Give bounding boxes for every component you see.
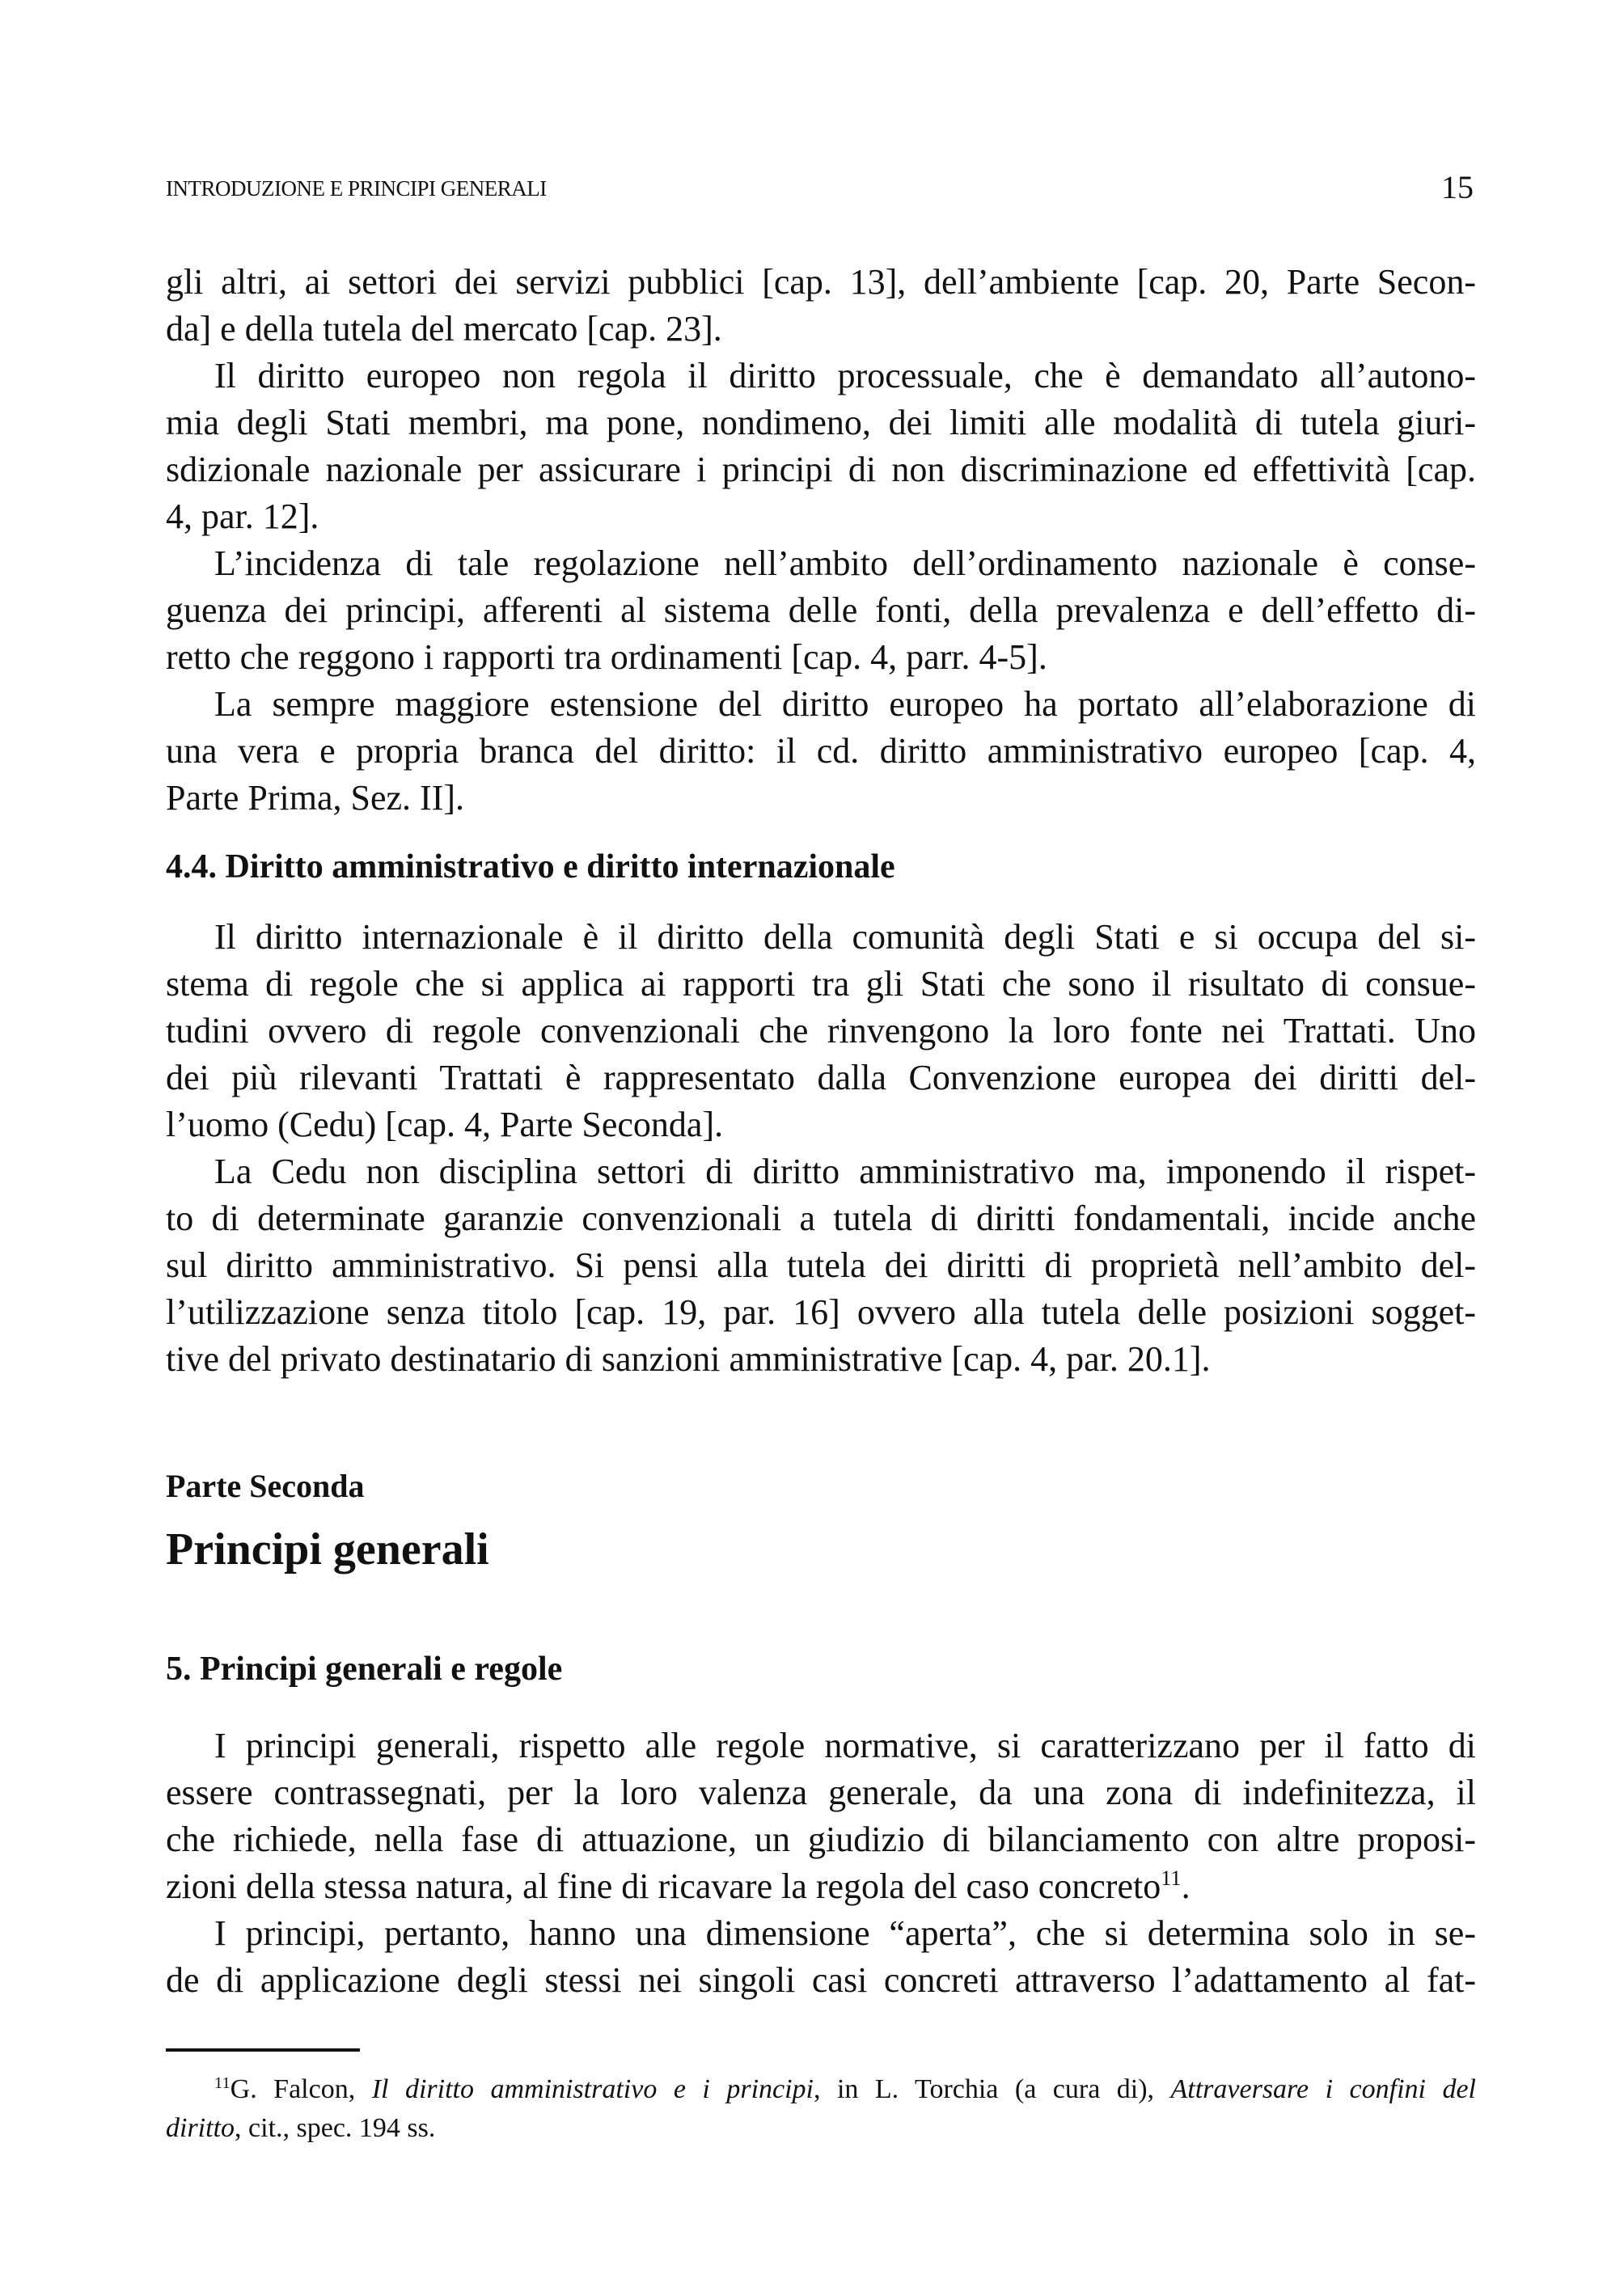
text-line: sdizionale nazionale per assicurare i principi di non discriminazione ed effettività [cap. <box>166 450 1476 489</box>
text-line: to di determinate garanzie convenzionali a tutela di diritti fondamentali, incide anche <box>166 1198 1476 1238</box>
text-line-end: . <box>1181 1866 1191 1906</box>
footnote-text: , in L. Torchia (a cura di), <box>814 2074 1171 2104</box>
text-line: da] e della tutela del mercato [cap. 23]. <box>166 309 722 349</box>
part-label: Parte Seconda <box>166 1468 365 1504</box>
text-line: tudini ovvero di regole convenzionali che rinvengono la loro fonte nei Trattati. Uno <box>166 1011 1476 1050</box>
text-line: La sempre maggiore estensione del diritto europeo ha portato all’elaborazione di <box>214 684 1476 724</box>
text-line: retto che reggono i rapporti tra ordinamenti [cap. 4, parr. 4-5]. <box>166 637 1047 677</box>
text-line: Il diritto europeo non regola il diritto processuale, che è demandato all’autono- <box>214 356 1476 395</box>
text-line: 4, par. 12]. <box>166 497 319 536</box>
text-line: gli altri, ai settori dei servizi pubblici [cap. 13], dell’ambiente [cap. 20, Parte Secon- <box>166 262 1476 302</box>
footnote-title: diritto <box>166 2113 235 2143</box>
text-line: La Cedu non disciplina settori di diritto amministrativo ma, imponendo il rispet- <box>214 1152 1476 1191</box>
text-line: guenza dei principi, afferenti al sistema delle fonti, della prevalenza e dell’effetto di- <box>166 590 1476 630</box>
footnote-number: 11 <box>214 2073 230 2092</box>
section-heading-5: 5. Principi generali e regole <box>166 1651 563 1688</box>
text-line <box>166 1863 1476 1910</box>
text-line: dei più rilevanti Trattati è rappresentato dalla Convenzione europea dei diritti del- <box>166 1058 1476 1097</box>
text-line: de di applicazione degli stessi nei singoli casi concreti attraverso l’adattamento al fat- <box>166 1960 1476 2000</box>
footnote-title: Il diritto amministrativo e i principi <box>371 2074 814 2104</box>
footnote-divider <box>166 2048 360 2052</box>
text-line: che richiede, nella fase di attuazione, un giudizio di bilanciamento con altre proposi- <box>166 1820 1476 1859</box>
text-line: essere contrassegnati, per la loro valenza generale, da una zona di indefinitezza, il <box>166 1773 1476 1812</box>
text-line: l’uomo (Cedu) [cap. 4, Parte Seconda]. <box>166 1105 724 1144</box>
footnote-line <box>166 2109 1476 2148</box>
footnote-reference[interactable]: 11 <box>1161 1866 1182 1891</box>
text-line: Parte Prima, Sez. II]. <box>166 778 464 818</box>
section-heading-4-4: 4.4. Diritto amministrativo e diritto internazionale <box>166 848 895 886</box>
page-number: 15 <box>1441 169 1474 205</box>
footnote-text: , cit., spec. 194 ss. <box>235 2113 436 2143</box>
text-line: L’incidenza di tale regolazione nell’ambito dell’ordinamento nazionale è conse- <box>214 543 1476 583</box>
text-line: I principi generali, rispetto alle regole normative, si caratterizzano per il fatto di <box>214 1726 1476 1765</box>
part-title: Principi generali <box>166 1524 489 1575</box>
text-line: l’utilizzazione senza titolo [cap. 19, par. 16] ovvero alla tutela delle posizioni sogget- <box>166 1292 1476 1332</box>
text-line: I principi, pertanto, hanno una dimensione “aperta”, che si determina solo in se- <box>214 1913 1476 1953</box>
text-line: tive del privato destinatario di sanzioni amministrative [cap. 4, par. 20.1]. <box>166 1339 1211 1379</box>
text-line: una vera e propria branca del diritto: il cd. diritto amministrativo europeo [cap. 4, <box>166 731 1476 771</box>
text-line-content: zioni della stessa natura, al fine di ricavare la regola del caso concreto <box>166 1866 1161 1906</box>
footnote-line <box>166 2070 1476 2109</box>
footnote-author: G. Falcon, <box>230 2074 372 2104</box>
text-line: sul diritto amministrativo. Si pensi alla tutela dei diritti di proprietà nell’ambito del- <box>166 1245 1476 1285</box>
running-head: INTRODUZIONE E PRINCIPI GENERALI <box>166 176 547 201</box>
text-line: Il diritto internazionale è il diritto della comunità degli Stati e si occupa del si- <box>214 917 1476 957</box>
footnote-title: Attraversare i confini del <box>1170 2074 1476 2104</box>
text-line: stema di regole che si applica ai rapporti tra gli Stati che sono il risultato di consue- <box>166 964 1476 1004</box>
text-line: mia degli Stati membri, ma pone, nondimeno, dei limiti alle modalità di tutela giuri- <box>166 403 1476 442</box>
